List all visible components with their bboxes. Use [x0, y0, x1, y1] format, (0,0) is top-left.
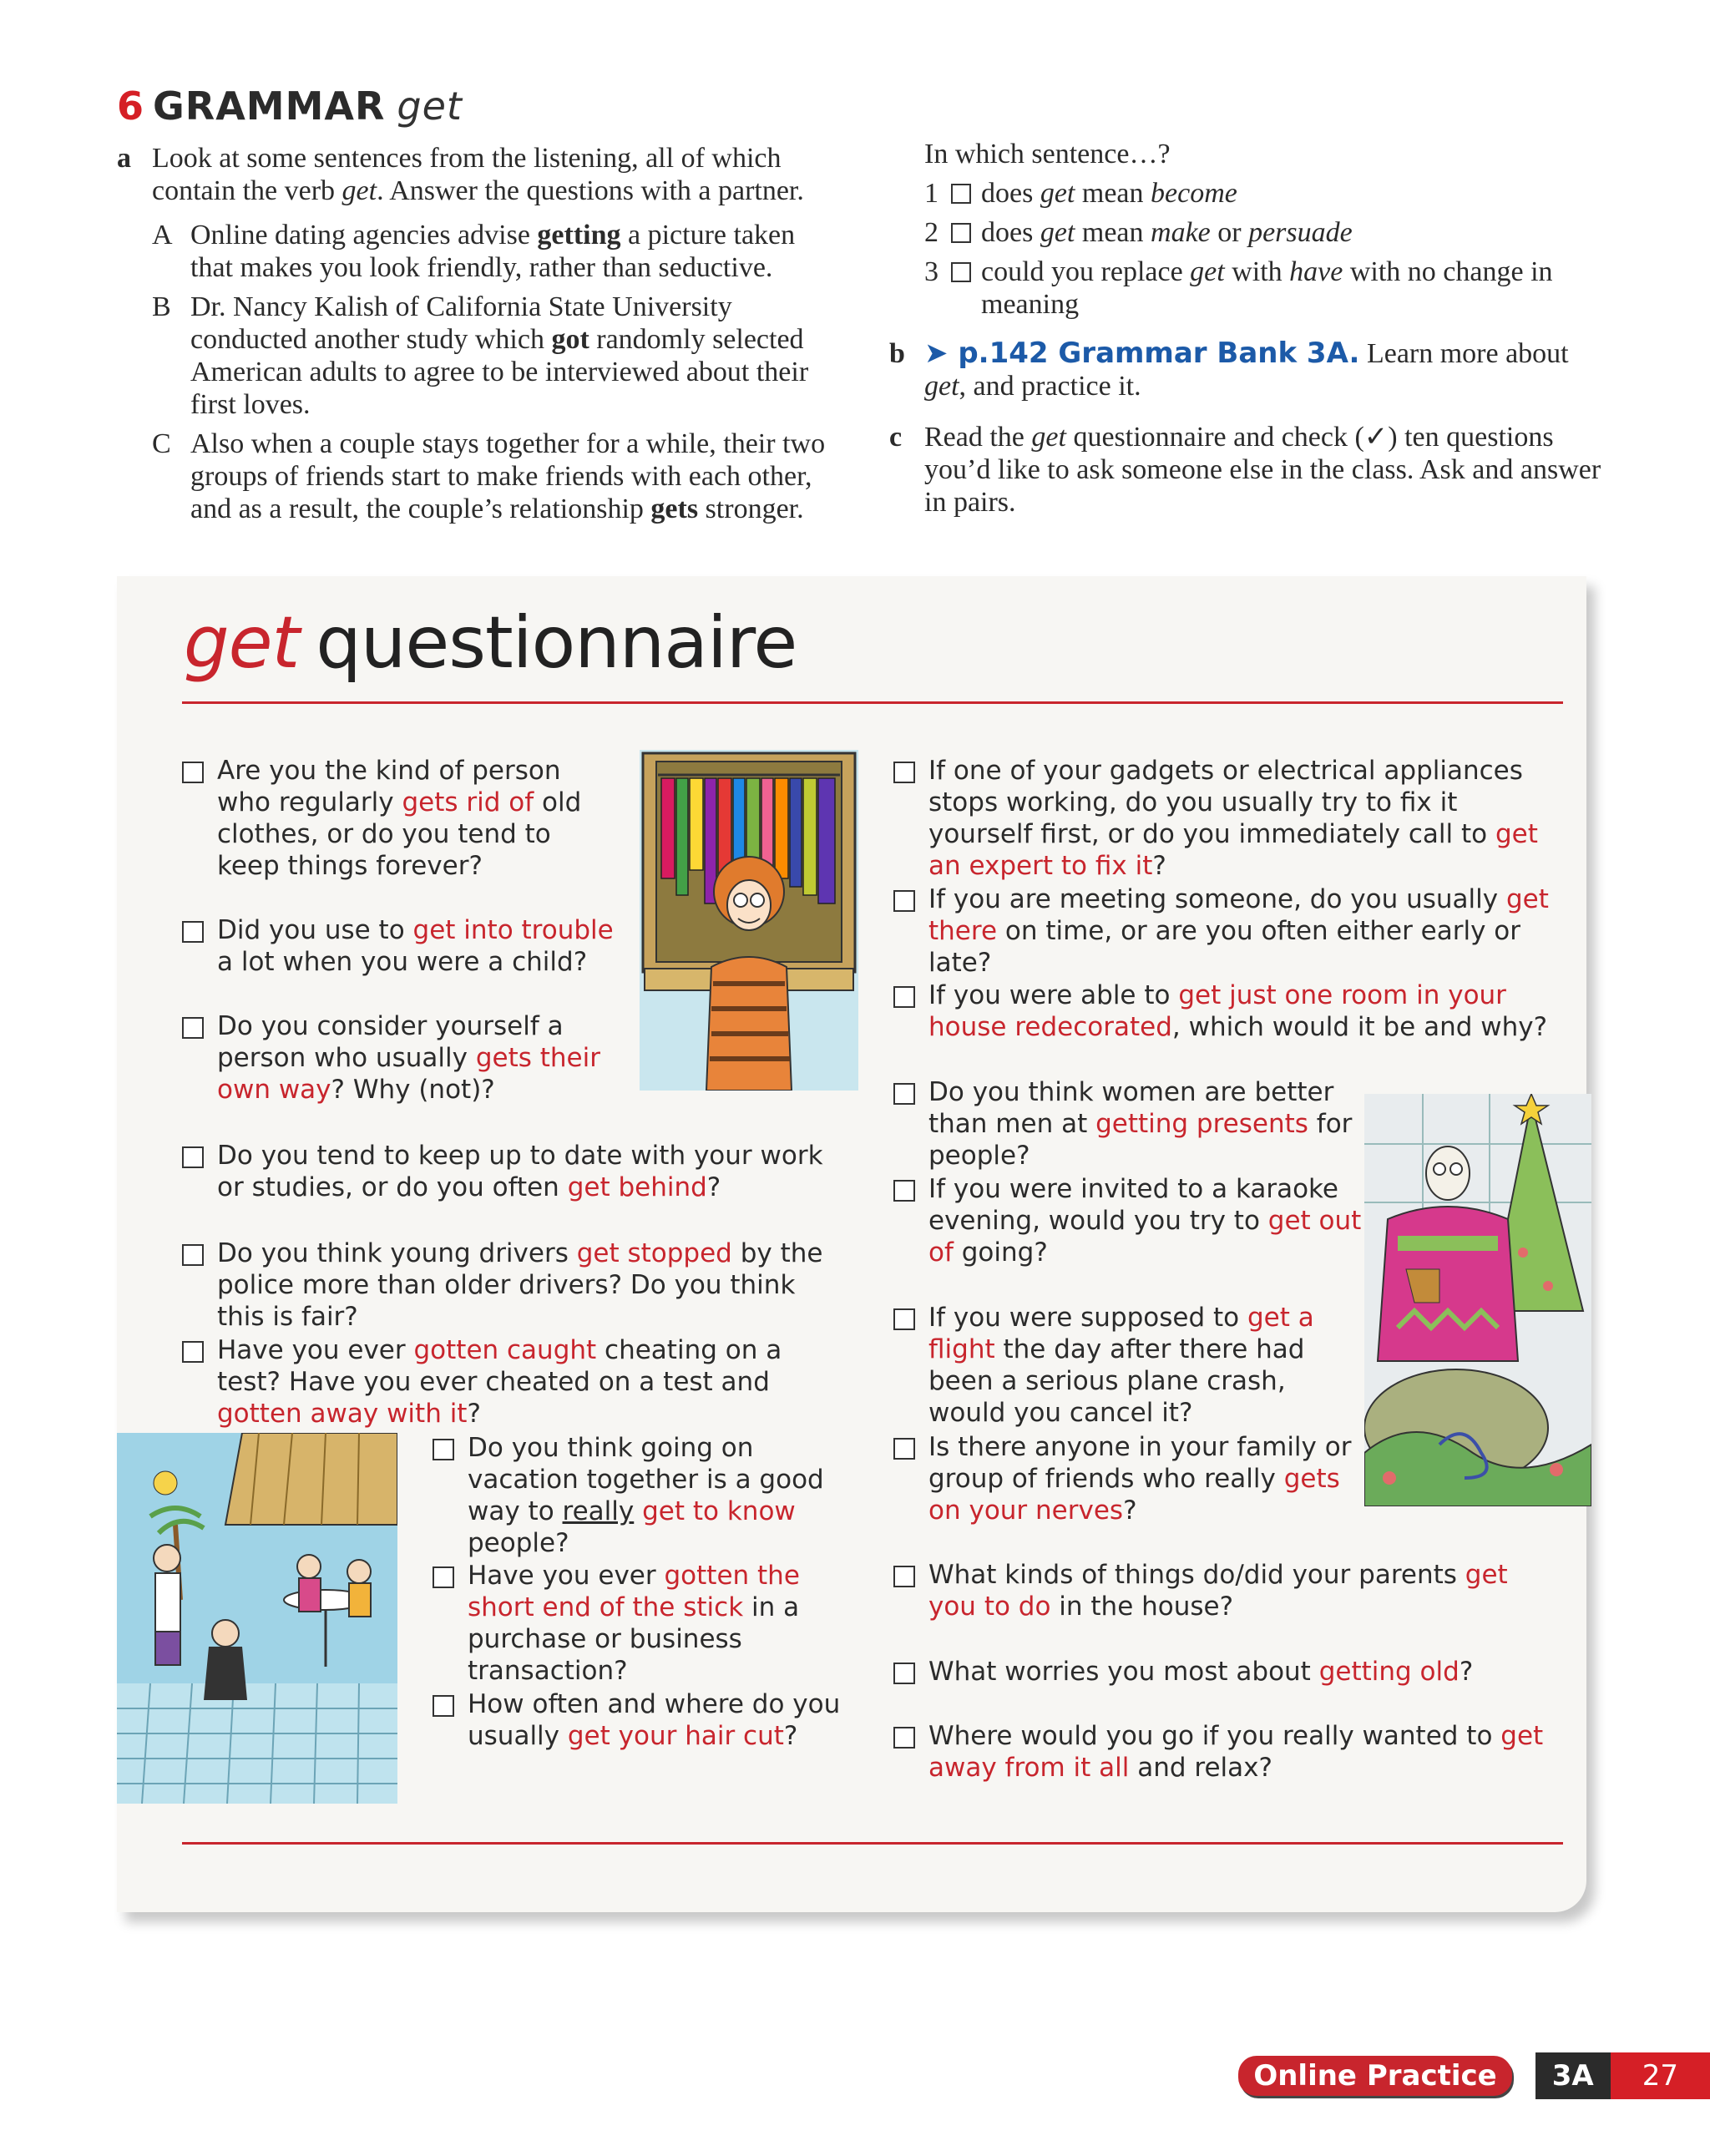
get-phrase: getting presents	[1095, 1109, 1308, 1139]
questionnaire-title-rest: questionnaire	[316, 601, 797, 685]
which-item-number: 1	[924, 178, 938, 209]
emphasis: got	[551, 324, 589, 355]
exercise-letter-b: b	[889, 338, 905, 369]
question-text: Is there anyone in your family or group of friends who really gets on your nerves?	[928, 1432, 1352, 1526]
question-text: If you were invited to a karaoke evening, would you try to get out of going?	[928, 1174, 1362, 1268]
emphasis: get	[1040, 217, 1075, 248]
question-item	[217, 1010, 618, 1106]
top-divider	[182, 701, 1563, 704]
exercise-a	[117, 142, 835, 525]
sentence-a-text: Online dating agencies advise getting a picture taken that makes you look friendly, rather than seductive.	[190, 220, 796, 283]
question-checkbox[interactable]	[893, 1180, 915, 1202]
sentence-letter-a: A	[152, 220, 173, 251]
question-checkbox[interactable]	[893, 1438, 915, 1460]
question-item	[468, 1688, 843, 1752]
exercise-a-intro: Look at some sentences from the listening, all of which contain the verb get. Answer the questions with a partner.	[152, 143, 804, 206]
sentence-letter-c: C	[152, 428, 171, 459]
get-phrase: gotten caught	[413, 1335, 597, 1365]
emphasis: persuade	[1248, 217, 1353, 248]
question-checkbox[interactable]	[182, 921, 204, 943]
emphasis: get	[341, 175, 377, 206]
emphasis: get	[1031, 422, 1066, 453]
which-sentence-prompt: In which sentence…?	[924, 139, 1171, 170]
online-practice-button[interactable]: Online Practice	[1238, 2056, 1511, 2096]
question-checkbox[interactable]	[182, 762, 204, 783]
question-text: Where would you go if you really wanted to get away from it all and relax?	[928, 1721, 1544, 1783]
question-item	[928, 1431, 1363, 1526]
which-item-text: could you replace get with have with no change in meaning	[981, 256, 1553, 320]
emphasis: get	[1190, 256, 1225, 287]
get-phrase: getting old	[1318, 1657, 1460, 1687]
question-checkbox[interactable]	[893, 762, 915, 783]
question-checkbox[interactable]	[893, 1308, 915, 1330]
emphasis: become	[1151, 178, 1237, 209]
page-footer	[1238, 2052, 1710, 2099]
question-checkbox[interactable]	[182, 1017, 204, 1039]
sentence-letter-b: B	[152, 291, 171, 322]
section-word: get	[397, 84, 463, 129]
exercise-right-column	[889, 138, 1607, 519]
question-item	[928, 883, 1563, 979]
question-text: Are you the kind of person who regularly gets rid of old clothes, or do you tend to keep things forever?	[217, 756, 582, 881]
get-phrase: gets rid of	[402, 787, 534, 817]
which-item-checkbox[interactable]	[951, 262, 971, 282]
exercise-letter-c: c	[889, 422, 903, 453]
exercise-letter-a: a	[117, 143, 131, 174]
get-phrase: get an expert to fix it	[928, 819, 1538, 881]
exercise-b-text: Learn more about get, and practice it.	[924, 338, 1569, 402]
question-text: Did you use to get into trouble a lot when you were a child?	[217, 915, 614, 977]
get-phrase: get there	[928, 884, 1549, 946]
question-item	[928, 1076, 1363, 1172]
section-title: GRAMMAR	[153, 84, 386, 129]
question-item	[928, 1656, 1563, 1688]
question-item	[217, 914, 618, 978]
which-item-checkbox[interactable]	[951, 184, 971, 204]
question-checkbox[interactable]	[893, 1083, 915, 1105]
sentence-c-text: Also when a couple stays together for a while, their two groups of friends start to make friends with each other, and as a result, the couple’s relationship gets stronger.	[190, 428, 826, 524]
get-phrase: get into trouble	[412, 915, 614, 945]
get-phrase: get to know	[642, 1496, 796, 1526]
get-phrase: get just one room in your house redecorated	[928, 980, 1506, 1042]
get-phrase: get out of	[928, 1206, 1362, 1268]
wardrobe-illustration	[640, 750, 858, 1091]
question-text: Have you ever gotten caught cheating on a test? Have you ever cheated on a test and gotten away with it?	[217, 1335, 782, 1429]
emphasis: really	[562, 1496, 635, 1526]
question-text: Do you consider yourself a person who usually gets their own way? Why (not)?	[217, 1011, 600, 1105]
question-text: What kinds of things do/did your parents get you to do in the house?	[928, 1560, 1508, 1622]
question-checkbox[interactable]	[893, 986, 915, 1008]
emphasis: have	[1289, 256, 1343, 287]
question-text: If one of your gadgets or electrical appliances stops working, do you usually try to fix it yourself first, or do you immediately call to get an expert to fix it?	[928, 756, 1538, 881]
question-checkbox[interactable]	[433, 1439, 454, 1460]
question-text: If you were supposed to get a flight the day after there had been a serious plane crash, would you cancel it?	[928, 1303, 1314, 1428]
question-item	[217, 755, 618, 882]
unit-label: 3A	[1535, 2052, 1611, 2099]
get-phrase: gets their own way	[217, 1043, 600, 1105]
question-checkbox[interactable]	[893, 1727, 915, 1749]
grammar-bank-link[interactable]: ➤ p.142 Grammar Bank 3A.	[924, 337, 1360, 370]
question-item	[928, 979, 1563, 1043]
question-checkbox[interactable]	[433, 1695, 454, 1717]
get-phrase: get behind	[567, 1172, 707, 1202]
get-phrase: get a flight	[928, 1303, 1314, 1364]
sentence-b-text: Dr. Nancy Kalish of California State University conducted another study which got randomly selected American adults to agree to be interviewed about their first loves.	[190, 291, 809, 420]
question-checkbox[interactable]	[433, 1566, 454, 1588]
question-item	[928, 1302, 1363, 1429]
emphasis: getting	[537, 220, 621, 251]
emphasis: get	[1040, 178, 1075, 209]
question-text: Do you think women are better than men at getting presents for people?	[928, 1077, 1353, 1171]
get-phrase: get your hair cut	[567, 1721, 784, 1751]
question-item	[217, 1140, 835, 1203]
question-checkbox[interactable]	[893, 1566, 915, 1587]
question-checkbox[interactable]	[182, 1244, 204, 1266]
question-item	[468, 1560, 843, 1687]
question-item	[217, 1334, 852, 1430]
question-item	[928, 1720, 1563, 1784]
question-text: How often and where do you usually get your hair cut?	[468, 1689, 841, 1751]
question-item	[928, 1559, 1563, 1622]
question-checkbox[interactable]	[893, 890, 915, 912]
emphasis: gets	[650, 493, 699, 524]
question-checkbox[interactable]	[893, 1663, 915, 1684]
get-phrase: gotten the short end of the stick	[468, 1561, 800, 1622]
christmas-sweater-illustration	[1364, 1094, 1591, 1506]
section-number: 6	[117, 84, 145, 129]
question-checkbox[interactable]	[182, 1146, 204, 1168]
question-item	[928, 755, 1563, 882]
question-text: What worries you most about getting old?	[928, 1657, 1474, 1687]
questionnaire-title	[184, 601, 797, 685]
exercise-c-text: Read the get questionnaire and check (✓) ten questions you’d like to ask someone else in the class. Ask and answer in pairs.	[924, 422, 1601, 518]
which-item-number: 2	[924, 217, 938, 248]
get-phrase: gotten away with it	[217, 1399, 468, 1429]
question-checkbox[interactable]	[182, 1341, 204, 1363]
questionnaire-title-get: get	[184, 601, 300, 685]
bottom-divider	[182, 1842, 1563, 1845]
page-number: 27	[1611, 2052, 1710, 2099]
which-item-checkbox[interactable]	[951, 223, 971, 243]
question-text: If you are meeting someone, do you usually get there on time, or are you often either early or late?	[928, 884, 1549, 978]
question-text: Have you ever gotten the short end of the stick in a purchase or business transaction?	[468, 1561, 800, 1686]
question-item	[217, 1237, 835, 1333]
which-item-text: does get mean become	[981, 178, 1237, 209]
section-heading	[117, 84, 463, 129]
question-item	[928, 1173, 1363, 1268]
emphasis: make	[1151, 217, 1211, 248]
question-text: Do you think going on vacation together is a good way to really get to know people?	[468, 1433, 824, 1558]
beach-vacation-illustration	[117, 1433, 397, 1804]
question-item	[468, 1432, 843, 1559]
get-phrase: get away from it all	[928, 1721, 1544, 1783]
which-item-number: 3	[924, 256, 938, 287]
get-phrase: gets on your nerves	[928, 1464, 1340, 1526]
which-item-text: does get mean make or persuade	[981, 217, 1353, 248]
question-text: Do you think young drivers get stopped by the police more than older drivers? Do you think this is fair?	[217, 1238, 823, 1332]
emphasis: get	[924, 371, 959, 402]
get-phrase: get you to do	[928, 1560, 1508, 1622]
question-text: Do you tend to keep up to date with your work or studies, or do you often get behind?	[217, 1141, 823, 1202]
get-phrase: get stopped	[576, 1238, 732, 1268]
question-text: If you were able to get just one room in your house redecorated, which would it be and why?	[928, 980, 1548, 1042]
